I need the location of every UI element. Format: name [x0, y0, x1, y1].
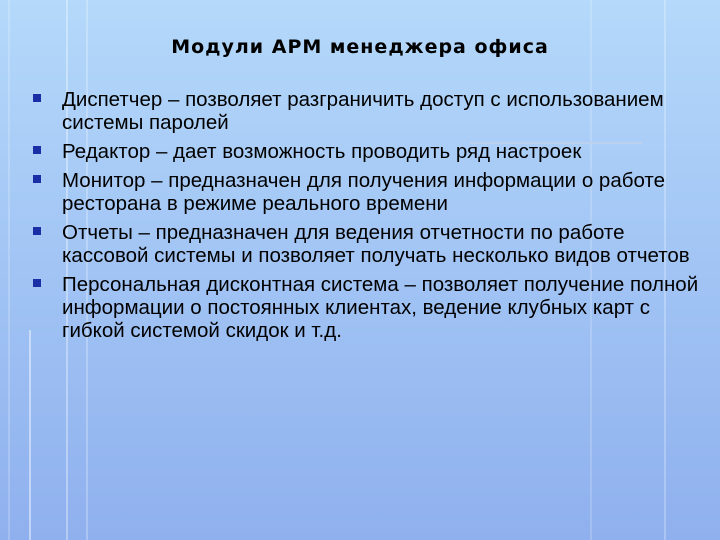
list-item-text: Персональная дисконтная система – позволяет получение полной информации о постоянных клиентах, ведение клубных карт с гибкой системой скидок и т.д.	[62, 273, 699, 342]
list-item-text: Редактор – дает возможность проводить ряд настроек	[62, 140, 582, 163]
list-item	[30, 140, 705, 163]
decorative-line	[8, 0, 10, 540]
decorative-line	[29, 330, 31, 540]
square-bullet-icon	[33, 279, 41, 287]
list-item-text: Отчеты – предназначен для ведения отчетности по работе кассовой системы и позволяет получать несколько видов отчетов	[62, 221, 690, 267]
square-bullet-icon	[33, 175, 41, 183]
square-bullet-icon	[33, 227, 41, 235]
list-item	[30, 273, 705, 342]
list-item-text: Монитор – предназначен для получения информации о работе ресторана в режиме реального времени	[62, 169, 665, 215]
list-item-text: Диспетчер – позволяет разграничить доступ с использованием системы паролей	[62, 88, 664, 134]
bullet-list	[30, 88, 705, 348]
square-bullet-icon	[33, 94, 41, 102]
list-item	[30, 169, 705, 215]
slide-title: Модули АРМ менеджера офиса	[171, 36, 549, 58]
list-item	[30, 221, 705, 267]
square-bullet-icon	[33, 146, 41, 154]
list-item	[30, 88, 705, 134]
